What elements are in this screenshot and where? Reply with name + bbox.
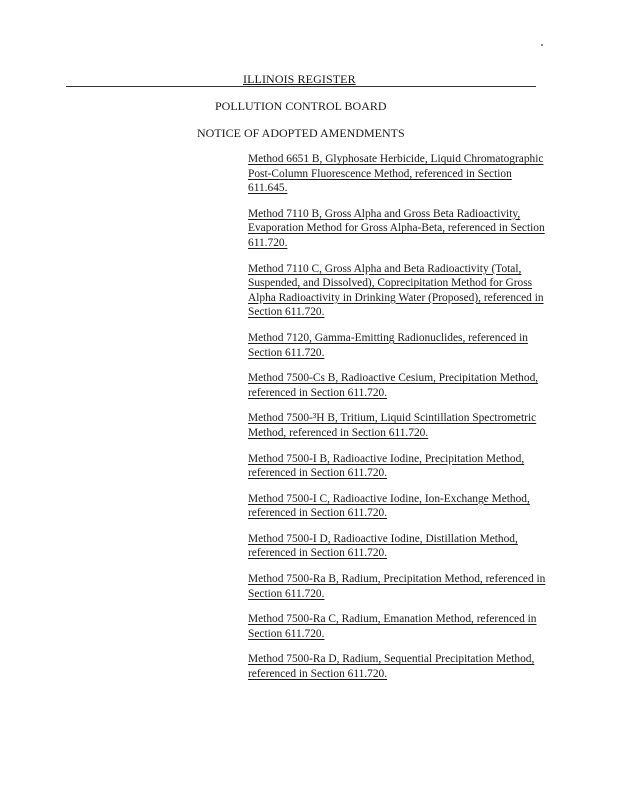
method-entry: Method 7500-I C, Radioactive Iodine, Ion-Exchange Method, referenced in Section 611.720. bbox=[248, 492, 530, 520]
method-entry: Method 7500-I B, Radioactive Iodine, Precipitation Method, referenced in Section 611.720. bbox=[248, 452, 525, 480]
method-entry: Method 7500-Ra C, Radium, Emanation Method, referenced in Section 611.720. bbox=[248, 613, 537, 640]
scan-speck bbox=[541, 44, 543, 46]
method-entry: Method 6651 B, Glyphosate Herbicide, Liquid Chromatographic Post-Column Fluorescence Method, referenced in Section 611.645. bbox=[248, 153, 544, 195]
method-entry: Method 7110 B, Gross Alpha and Gross Beta Radioactivity, Evaporation Method for Gross Alpha-Beta, referenced in Section 611.720. bbox=[248, 207, 545, 249]
method-entry: Method 7500-Cs B, Radioactive Cesium, Precipitation Method, referenced in Section 611.720. bbox=[248, 372, 539, 399]
method-entry: Method 7500-Ra B, Radium, Precipitation Method, referenced in Section 611.720. bbox=[248, 573, 546, 600]
method-entry: Method 7500-I D, Radioactive Iodine, Distillation Method, referenced in Section 611.720. bbox=[248, 532, 518, 560]
method-entry: Method 7120, Gamma-Emitting Radionuclides, referenced in Section 611.720. bbox=[248, 331, 528, 359]
notice-title: NOTICE OF ADOPTED AMENDMENTS bbox=[197, 126, 405, 140]
header-rule bbox=[66, 86, 536, 87]
board-name: POLLUTION CONTROL BOARD bbox=[215, 99, 387, 113]
method-list bbox=[248, 152, 548, 693]
register-title: ILLINOIS REGISTER bbox=[243, 72, 356, 86]
method-entry: Method 7110 C, Gross Alpha and Beta Radioactivity (Total, Suspended, and Dissolved), Coprecipitation Method for Gross Alpha Radioactivity in Drinking Water (Proposed), referenced in Section 611.720. bbox=[248, 262, 544, 319]
method-entry: Method 7500-³H B, Tritium, Liquid Scintillation Spectrometric Method, referenced in Section 611.720. bbox=[248, 412, 537, 439]
method-entry: Method 7500-Ra D, Radium, Sequential Precipitation Method, referenced in Section 611.720. bbox=[248, 653, 535, 681]
